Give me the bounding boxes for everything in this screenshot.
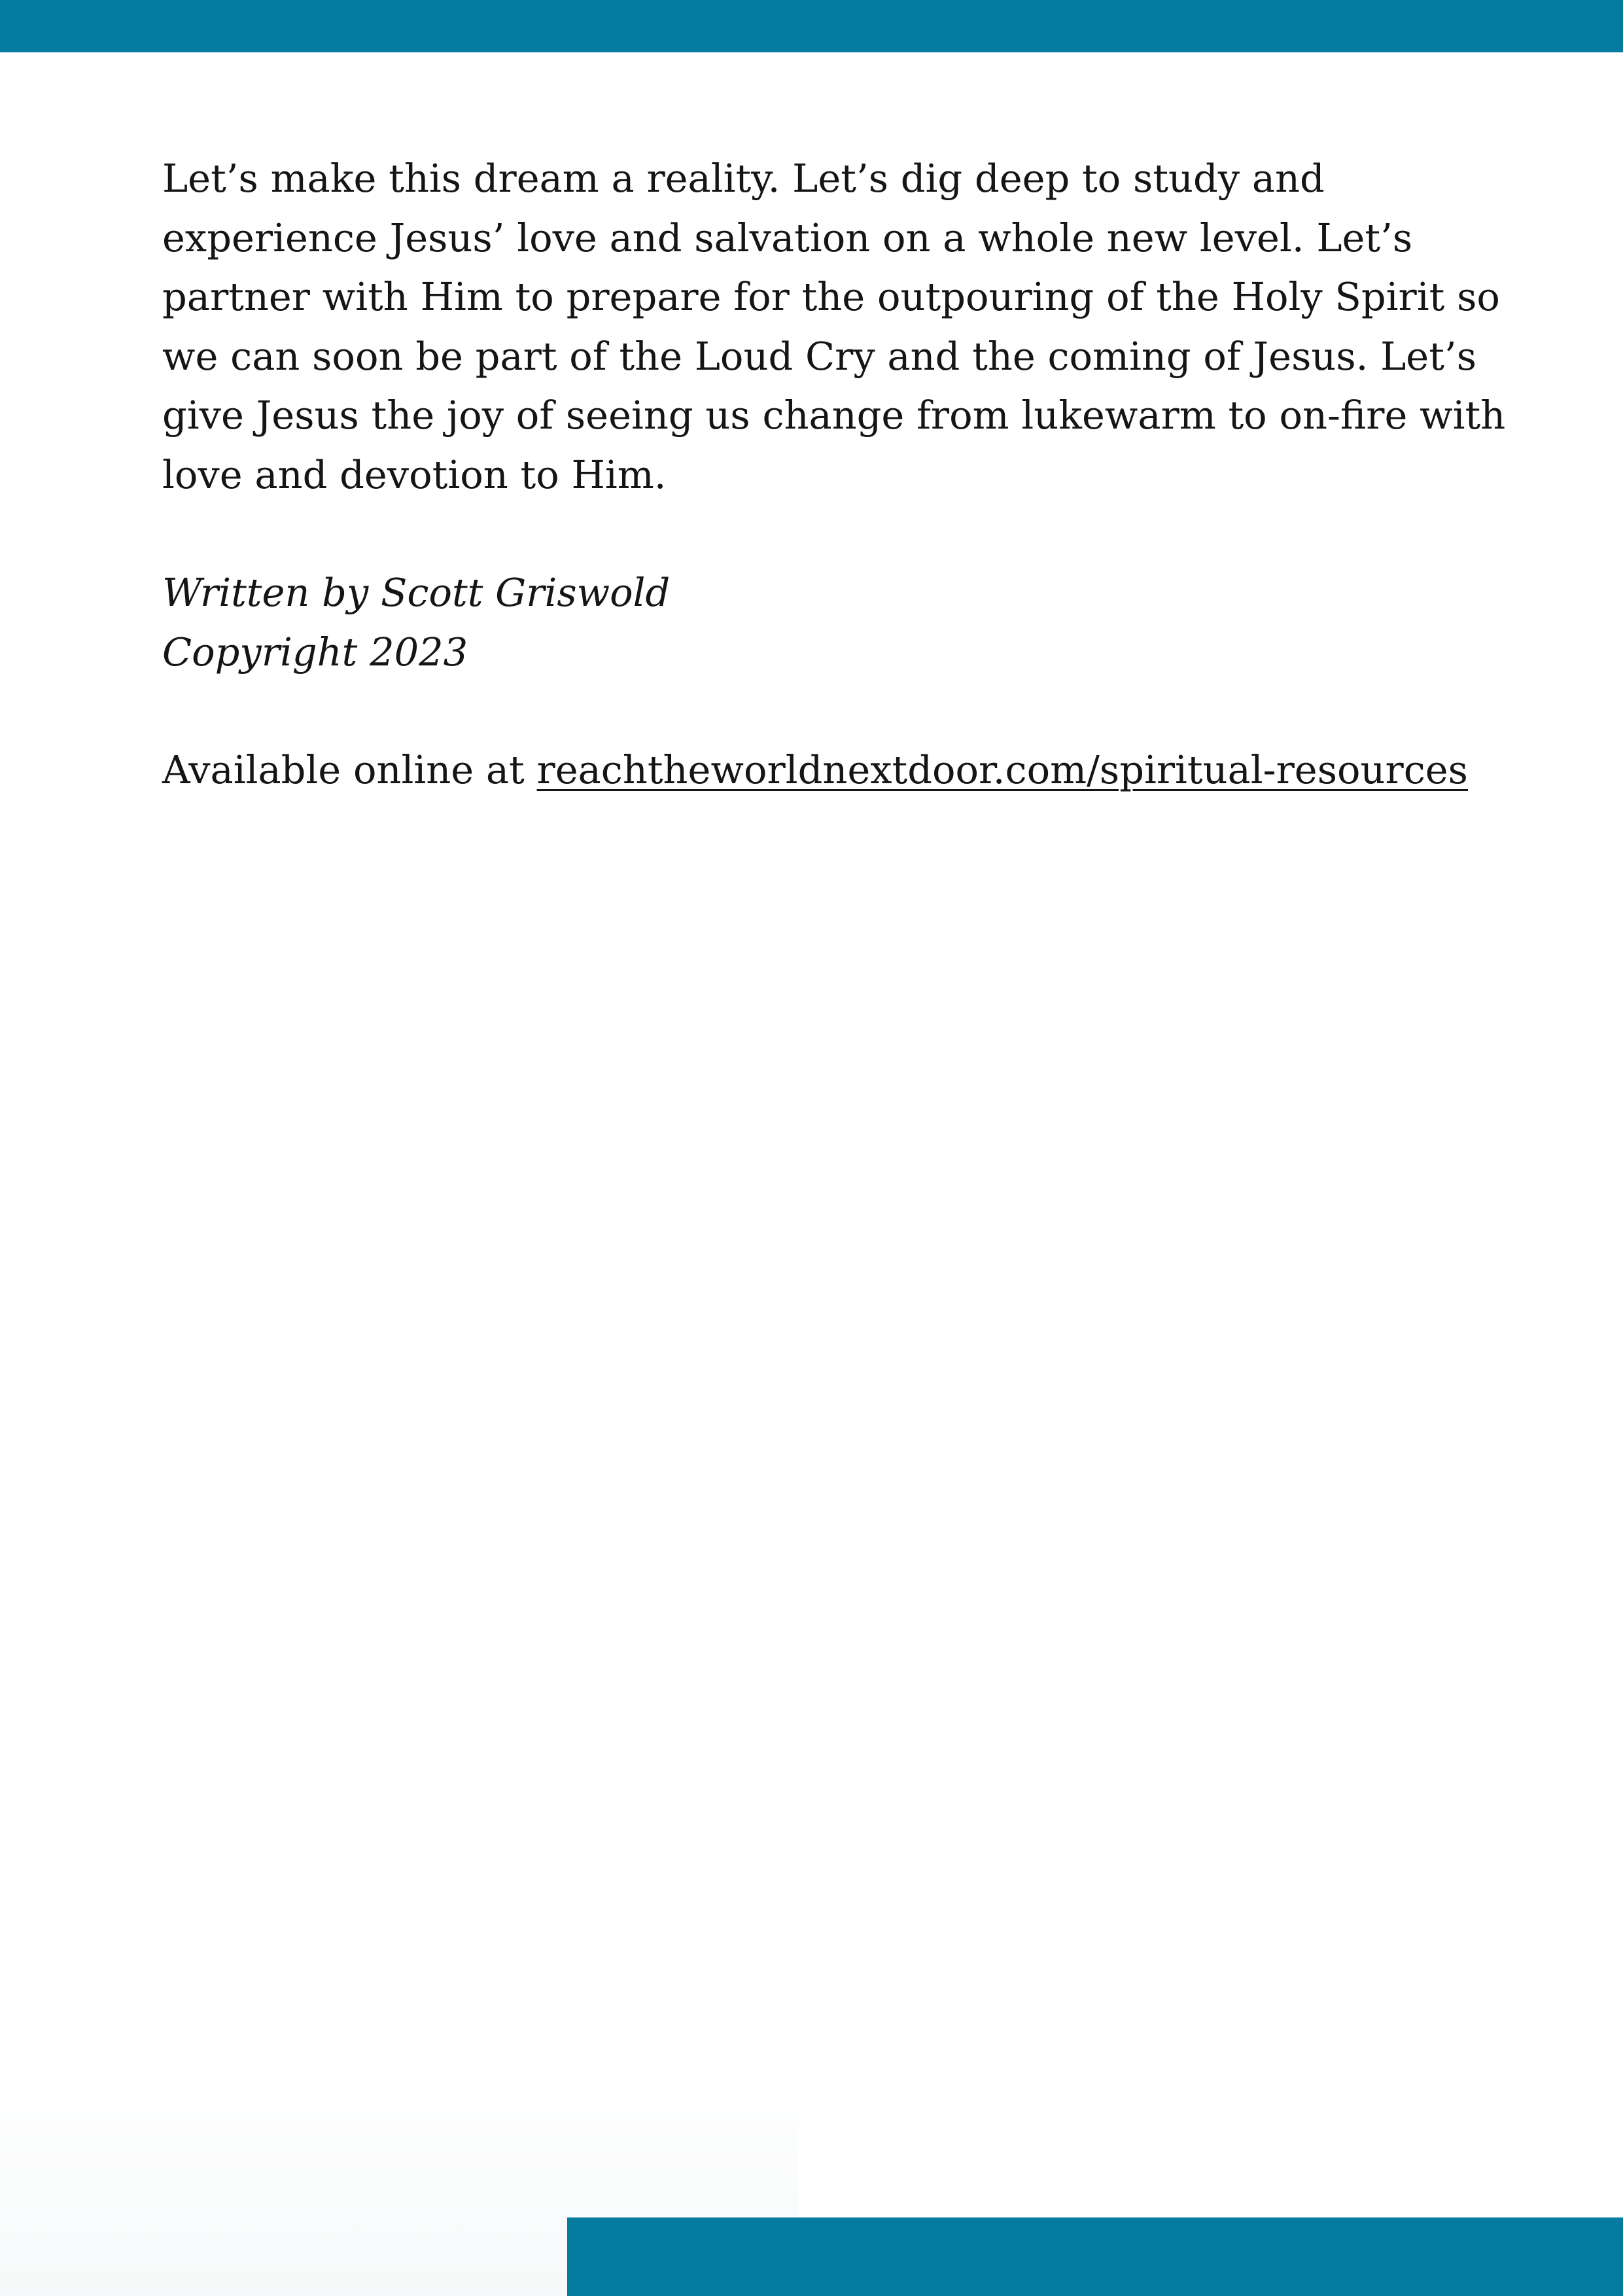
body-paragraph [162,149,1506,504]
resources-link[interactable]: reachtheworldnextdoor.com/spiritual-resources [536,747,1468,792]
spacer [162,504,1471,563]
paragraph-line: partner with Him to prepare for the outpouring of the Holy Spirit so [162,274,1500,319]
paragraph-line: give Jesus the joy of seeing us change from lukewarm to on-fire with [162,393,1506,438]
spacer [162,682,1471,741]
copyright-notice: Copyright 2023 [162,629,468,675]
availability-prefix: Available online at [162,747,537,792]
paragraph-line: we can soon be part of the Loud Cry and the coming of Jesus. Let’s [162,333,1476,379]
paragraph-line: love and devotion to Him. [162,451,667,497]
paragraph-line: Let’s make this dream a reality. Let’s dig deep to study and [162,156,1325,201]
credits-block [162,563,1471,682]
top-accent-bar [0,0,1623,52]
availability-line [162,741,1471,800]
author-credit: Written by Scott Griswold [162,570,671,615]
bottom-accent-bar [567,2217,1623,2296]
page-content [162,149,1506,800]
paragraph-line: experience Jesus’ love and salvation on a whole new level. Let’s [162,215,1413,260]
